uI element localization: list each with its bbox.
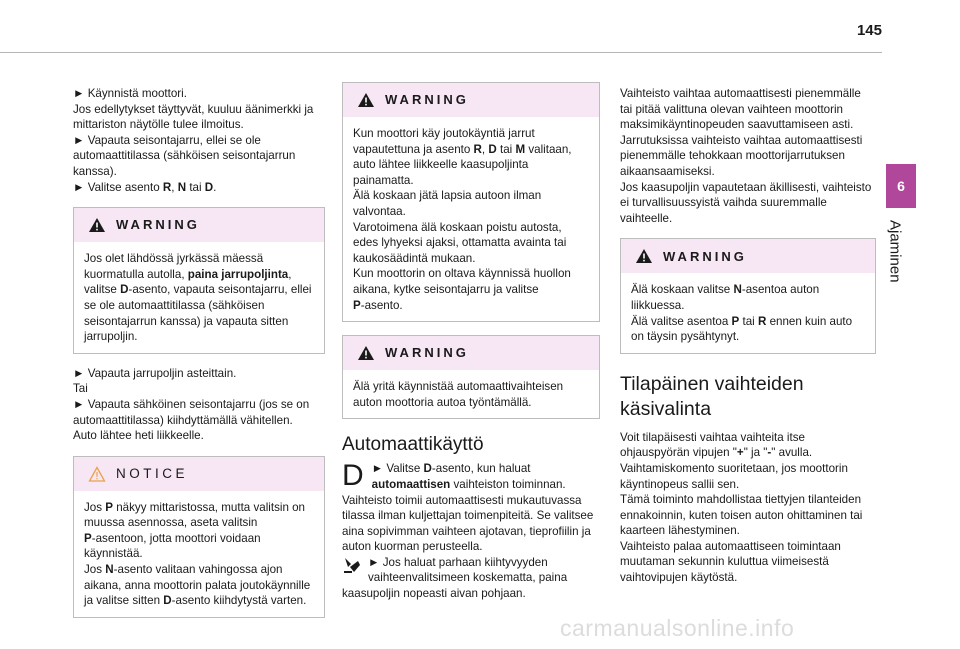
text-line: Jos edellytykset täyttyvät, kuuluu äänimerkki ja [73, 102, 314, 116]
text-line: Auto lähtee heti liikkeelle. [73, 429, 204, 443]
warning-icon [88, 217, 106, 233]
text-line: käyntinopeus sallii sen. [620, 477, 740, 491]
text-line: ► Valitse asento R, N tai D. [73, 180, 217, 194]
text-line: Tämä toiminto mahdollistaa tiettyjen tilanteiden [620, 493, 862, 507]
warning-title: WARNING [385, 345, 469, 361]
text-line: vaihtovipujen käytöstä. [620, 571, 738, 585]
text-line: Kun moottorin on oltava käynnissä huollon [353, 267, 571, 281]
drop-cap: D [342, 459, 364, 493]
text-line: käynnistää. [84, 547, 143, 561]
text-line: seisontajarrun kanssa) ja vapauta sitten [84, 314, 289, 328]
text-line: mittariston näytölle tulee ilmoitus. [73, 118, 244, 132]
text-line: Älä koskaan jätä lapsia autoon ilman [353, 189, 542, 203]
text-line: Tai [73, 382, 88, 396]
text-line: Älä valitse asentoa P tai R ennen kuin auto [631, 314, 853, 328]
text-line: auto lähtee liikkeelle kaasupoljinta [353, 158, 529, 172]
text-line: Jos olet lähdössä jyrkässä mäessä [84, 252, 264, 266]
text-line: Vaihtamiskomento suoritetaan, jos moottorin [620, 461, 848, 475]
text-line: ennakoinnin, kuten toisen auton ohittaminen tai [620, 508, 863, 522]
column-3 [620, 86, 876, 586]
text-line: ei turvallisuussyistä vaihda suuremmalle [620, 196, 827, 210]
warning-title: WARNING [663, 248, 747, 264]
text-line: Vaihteisto palaa automaattiseen toimintaan [620, 539, 841, 553]
warning-header [74, 208, 324, 242]
text-line: ► Vapauta seisontajarru, ellei se ole [73, 133, 261, 147]
text-line: ► Vapauta jarrupoljin asteittain. [73, 366, 237, 380]
text-line: Älä koskaan valitse N-asentoa auton [631, 283, 820, 297]
text-line: liikkuessa. [631, 298, 685, 312]
column-1 [73, 86, 325, 618]
text-line: jarrupoljin. [84, 330, 138, 344]
watermark: carmanualsonline.info [560, 615, 795, 641]
text-line: ► Valitse D-asento, kun haluat [371, 462, 531, 476]
section-heading: Automaattikäyttö [342, 434, 484, 456]
notice-box [73, 456, 325, 618]
text-line: on täysin pysähtynyt. [631, 330, 740, 344]
text-line: Jos kaasupoljin vapautetaan äkillisesti, vaihteisto [620, 180, 872, 194]
text-line: Voit tilapäisesti vaihtaa vaihteita itse [620, 430, 805, 444]
warning-header [343, 336, 599, 370]
notice-icon [88, 466, 106, 482]
warning-title: WARNING [385, 92, 469, 108]
text-line: vapautettuna ja asento R, D tai M valitaan, [353, 142, 572, 156]
text-line: muutaman sekunnin kuluttua viimeisestä [620, 555, 829, 569]
text-line: tilassa ilman kuljettajan toimenpiteitä. Se valitsee [342, 509, 594, 523]
text-line: kaarteen lähestyminen. [620, 524, 740, 538]
text-line: kaasupoljin nopeasti aivan pohjaan. [342, 587, 526, 601]
text-line: kanssa). [73, 164, 117, 178]
text-line: automaattitilassa (sähköisen seisontajarrun [73, 149, 296, 163]
text-line: ja valitse sitten D-asento kiihdytystä varten. [84, 594, 307, 608]
text-line: tai pitää valittuna olevan vaihteen moottorin [620, 102, 843, 116]
text-line: automaattitilassa) kiihdyttämällä vähitellen. [73, 413, 293, 427]
text-line: ► Vapauta sähköinen seisontajarru (jos se on [73, 397, 310, 411]
warning-header [621, 239, 875, 273]
text-line: pienemmälle tehokkaan moottorijarrutuksen [620, 149, 845, 163]
page-number: 145 [856, 22, 882, 39]
text-line: auton moottoria autoa työntämällä. [353, 395, 532, 409]
text-line: valitse D-asento, vapauta seisontajarru, ellei [84, 283, 312, 297]
text-line: auton kuorman perusteella. [342, 540, 483, 554]
text-line: P-asento. [353, 298, 403, 312]
text-line: ohjauspyörän vipujen "+" ja "-" avulla. [620, 446, 813, 460]
text-line: vaihteelle. [620, 211, 673, 225]
notice-header [74, 457, 324, 491]
warning-title: WARNING [116, 217, 200, 233]
header-rule [0, 52, 882, 53]
warning-icon [357, 92, 375, 108]
warning-box [620, 238, 876, 353]
text-line: automaattisen vaihteiston toiminnan. [371, 477, 566, 491]
notice-title: NOTICE [116, 465, 189, 481]
warning-box [342, 82, 600, 322]
text-line: Vaihteisto vaihtaa automaattisesti pienemmälle [620, 87, 861, 100]
warning-box [73, 207, 325, 354]
text-line: valvontaa. [353, 204, 406, 218]
text-line: Kun moottori käy joutokäyntiä jarrut [353, 127, 535, 140]
text-line: muussa asennossa, aseta valitsin [84, 516, 258, 530]
text-line: Vaihteisto toimii automaattisesti mukautuvassa [342, 493, 582, 507]
column-2 [342, 82, 600, 602]
chapter-label: Ajaminen [886, 220, 904, 283]
text-line: Älä yritä käynnistää automaattivaihteisen [353, 380, 564, 394]
text-line: ► Jos haluat parhaan kiihtyvyyden [368, 555, 548, 569]
text-line: edes lyhyeksi ajaksi, ottamatta avainta tai [353, 236, 567, 250]
text-line: aikana, kytke seisontajarru ja valitse [353, 282, 539, 296]
text-line: aikaansaamiseksi. [620, 164, 715, 178]
warning-header [343, 83, 599, 117]
text-line: ► Käynnistä moottori. [73, 87, 187, 100]
chapter-tab[interactable]: 6 [886, 164, 916, 208]
text-line: painamatta. [353, 173, 414, 187]
warning-box [342, 335, 600, 419]
text-line: kaukosäädintä mukaan. [353, 251, 476, 265]
text-line: kuormatulla autolla, paina jarrupoljinta, [84, 267, 292, 281]
warning-icon [357, 345, 375, 361]
text-line: aina sopivimman vaihteen ajotavan, tieprofiilin ja [342, 524, 591, 538]
text-line: maksimikäyntinopeuden saavuttamiseen asti. [620, 118, 854, 132]
text-line: Jarrutuksissa vaihteisto vaihtaa automaattisesti [620, 133, 863, 147]
text-line: vaihteenvalitsimeen koskematta, paina [368, 571, 568, 585]
accelerator-pedal-icon [342, 555, 362, 575]
text-line: Varotoimena älä koskaan poistu autosta, [353, 220, 562, 234]
section-heading: Tilapäinen vaihteiden käsivalinta [620, 372, 804, 420]
text-line: P-asentoon, jotta moottori voidaan [84, 531, 261, 545]
text-line: Jos P näkyy mittaristossa, mutta valitsin on [84, 500, 306, 514]
warning-icon [635, 248, 653, 264]
text-line: se ole automaattitilassa (sähköisen [84, 298, 265, 312]
text-line: aikana, anna moottorin palata joutokäynnille [84, 578, 311, 592]
text-line: Jos N-asento valitaan vahingossa ajon [84, 563, 283, 577]
